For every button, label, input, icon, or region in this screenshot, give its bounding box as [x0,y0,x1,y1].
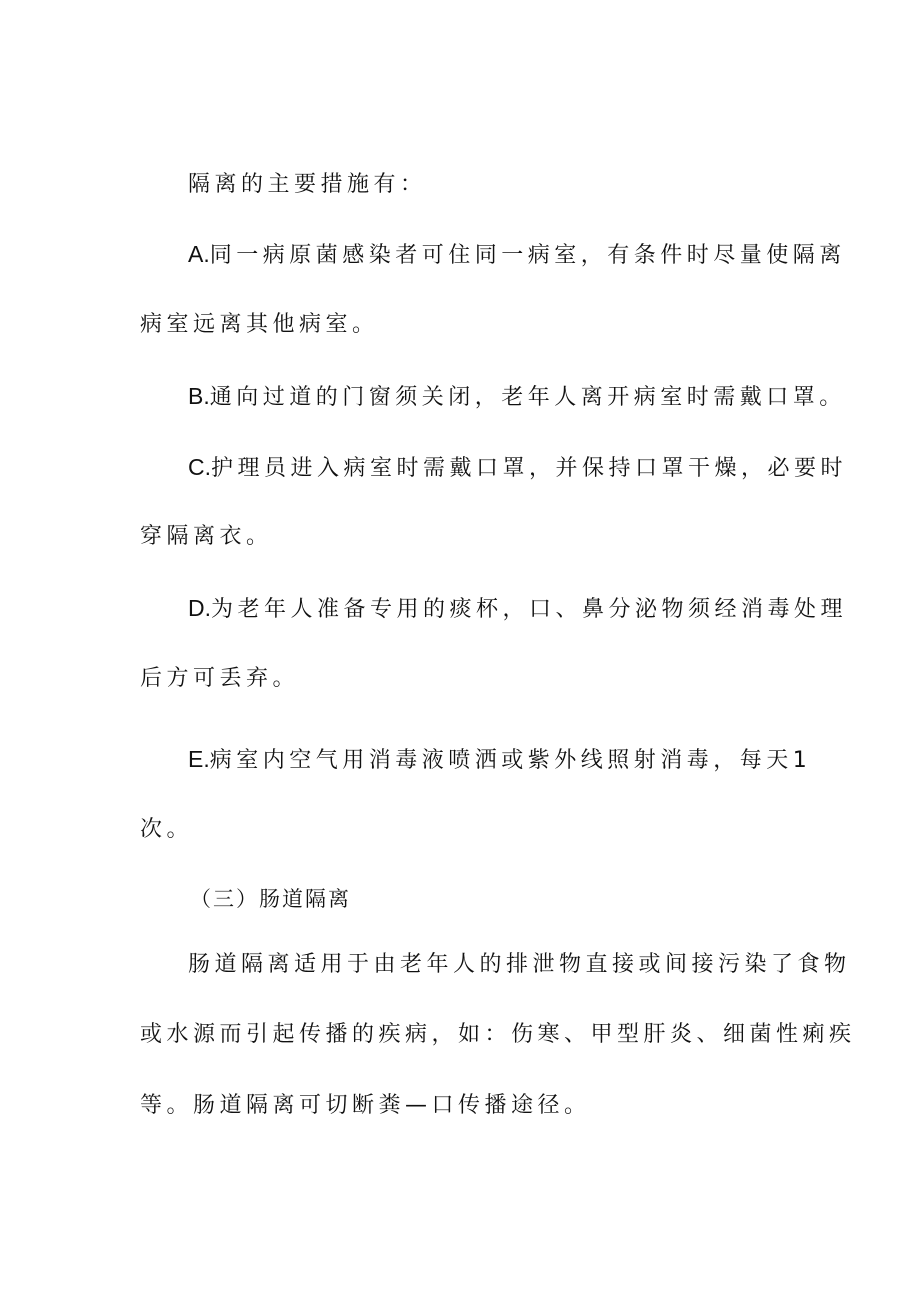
item-d-line1 [188,593,847,625]
item-d-text: 为老年人准备专用的痰杯，口、鼻分泌物须经消毒处理 [211,597,848,622]
intro-text: 隔离的主要措施有： [188,172,427,197]
item-d-line2: 后方可丢弃。 [140,666,300,691]
item-b-label: B. [188,383,210,409]
paragraph-line-3: 等。肠道隔离可切断粪—口传播途径。 [140,1093,591,1118]
section-heading: （三）肠道隔离 [190,887,351,911]
item-a-label: A. [188,241,210,267]
item-a-text: 同一病原菌感染者可住同一病室，有条件时尽量使隔离 [209,243,846,268]
paragraph-line-1: 肠道隔离适用于由老年人的排泄物直接或间接污染了食物 [188,952,851,977]
item-a-line2: 病室远离其他病室。 [140,312,379,337]
item-a-line1 [188,239,846,271]
item-e-text: 病室内空气用消毒液喷洒或紫外线照射消毒，每天1 [209,748,812,773]
item-b-text: 通向过道的门窗须关闭，老年人离开病室时需戴口罩。 [209,385,846,410]
item-c-line2: 穿隔离衣。 [140,524,273,549]
item-c-label: C. [188,454,211,480]
item-e-line2: 次。 [140,817,194,842]
item-e-line1 [188,744,811,776]
item-d-label: D. [188,595,211,621]
item-b-line1 [188,381,846,413]
item-c-text: 护理员进入病室时需戴口罩，并保持口罩干燥，必要时 [211,456,848,481]
paragraph-line-2: 或水源而引起传播的疾病，如：伤寒、甲型肝炎、细菌性痢疾 [140,1022,856,1047]
item-e-label: E. [188,746,210,772]
item-c-line1 [188,452,847,484]
